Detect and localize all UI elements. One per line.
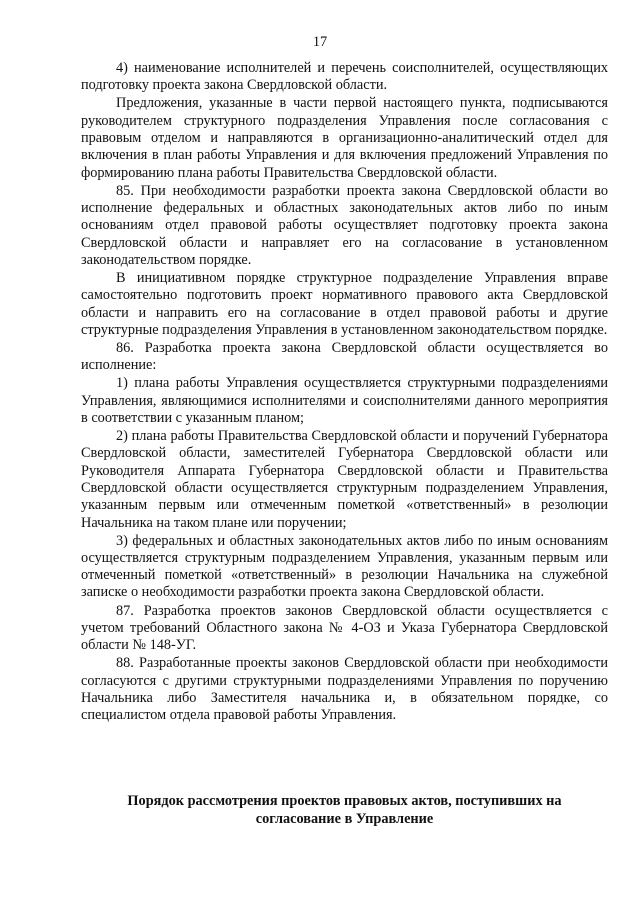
section-heading-line-2: согласование в Управление xyxy=(255,811,434,827)
section-heading xyxy=(81,792,608,828)
paragraph-86: 86. Разработка проекта закона Свердловской области осуществляется во исполнение: xyxy=(81,339,608,374)
paragraph-initiative: В инициативном порядке структурное подразделение Управления вправе самостоятельно подготовить проект нормативного правового акта Свердловской области и направить его на согласование в отдел правовой работы и другие структурные подразделения Управления в установленном законодательством порядке. xyxy=(81,269,608,338)
paragraph-86-item-1: 1) плана работы Управления осуществляется структурными подразделениями Управления, являющимися исполнителями и соисполнителями данного мероприятия в соответствии с указанным планом; xyxy=(81,375,608,426)
paragraph-86-item-3: 3) федеральных и областных законодательных актов либо по иным основаниям осуществляется структурным подразделением Управления, указанным первым или отмеченный пометкой «ответственный» в резолюции Начальника на служебной записке о необходимости разработки проекта закона Свердловской области. xyxy=(81,532,608,601)
paragraph-item-4: 4) наименование исполнителей и перечень соисполнителей, осуществляющих подготовку проекта закона Свердловской области. xyxy=(81,60,608,94)
page-number: 17 xyxy=(312,34,328,50)
paragraph-proposals: Предложения, указанные в части первой настоящего пункта, подписываются руководителем структурного подразделения Управления после согласования с правовым отделом и направляются в организационно-аналитический отдел для включения в план работы Управления и для включения предложений Управления по формированию плана работы Правительства Свердловской области. xyxy=(81,95,608,181)
document-body xyxy=(81,60,608,725)
paragraph-87: 87. Разработка проектов законов Свердловской области осуществляется с учетом требований Областного закона № 4-ОЗ и Указа Губернатора Свердловской области № 148-УГ. xyxy=(81,602,608,654)
paragraph-86-item-2: 2) плана работы Правительства Свердловской области и поручений Губернатора Свердловской области, заместителей Губернатора Свердловской области или Руководителя Аппарата Губернатора Свердловской области и Правительства Свердловской области осуществляется структурным подразделением Управления, указанным первым или отмеченным пометкой «ответственный» в резолюции Начальника на таком плане или поручении; xyxy=(81,428,608,531)
paragraph-85: 85. При необходимости разработки проекта закона Свердловской области во исполнение федеральных и областных законодательных актов либо по иным основаниям отдел правовой работы осуществляет подготовку проекта закона Свердловской области и направляет его на согласование в установленном законодательством порядке. xyxy=(81,182,608,268)
paragraph-88: 88. Разработанные проекты законов Свердловской области при необходимости согласуются с другими структурными подразделениями Управления по поручению Начальника либо Заместителя начальника и, в обязательном порядке, со специалистом отдела правовой работы Управления. xyxy=(81,655,608,724)
section-heading-line-1: Порядок рассмотрения проектов правовых актов, поступивших на xyxy=(127,793,562,809)
